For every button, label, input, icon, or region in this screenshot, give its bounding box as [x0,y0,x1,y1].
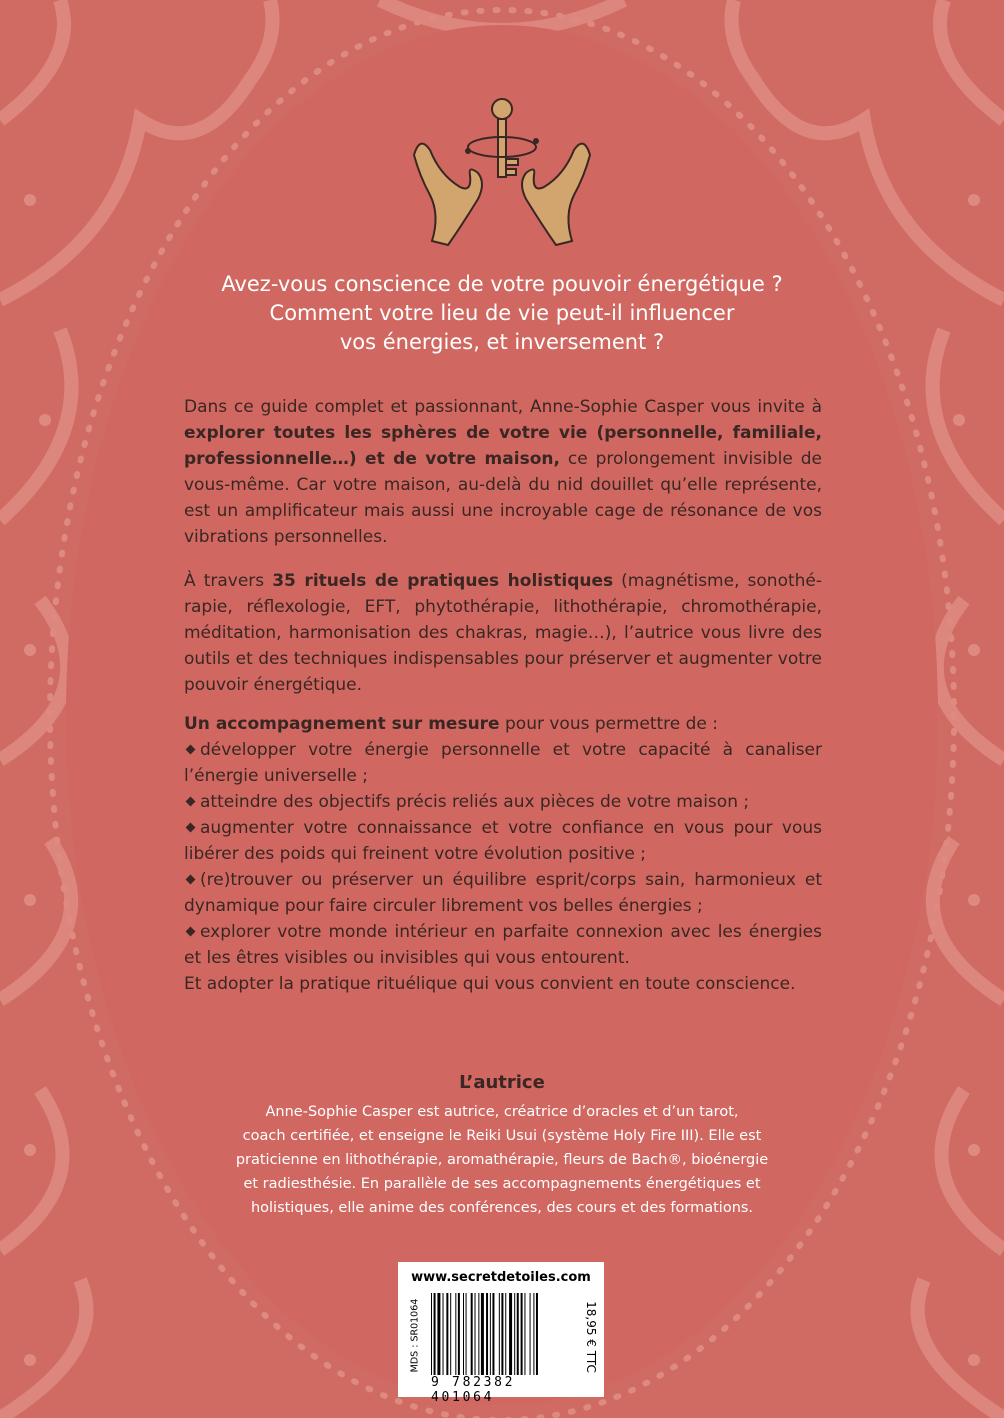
diamond-bullet-icon [186,874,196,884]
list-item [184,737,822,789]
author-bio-line: coach certifiée, et enseigne le Reiki Usui (système Holy Fire III). Elle est [242,1128,762,1144]
intro-line: Avez-vous conscience de votre pouvoir énergétique ? [221,272,783,296]
author-bio-line: Anne-Sophie Casper est autrice, créatrice d’oracles et d’un tarot, [265,1104,739,1120]
list-item [184,867,822,919]
text-run: Dans ce guide complet et passionnant, Anne-Sophie Casper vous invite à [184,397,822,417]
text-run: ce prolongement invisible de vous-même. Car votre maison, au-delà du nid douillet qu’elle représente, est un amplificateur mais aussi une incroyable cage de résonance de vos vibrations personnelles. [184,449,822,547]
list-item [184,789,822,815]
bold-run: 35 rituels de pratiques holistiques [272,571,614,591]
list-item [184,919,822,971]
text-run: À travers [184,571,273,591]
list-item-text: développer votre énergie personnelle et votre capacité à canaliser l’énergie universelle ; [184,740,822,786]
list-item-text: (re)trouver ou préserver un équilibre esprit/corps sain, harmonieux et dynamique pour faire circuler librement vos belles énergies ; [184,870,822,916]
hands-holding-key-icon [400,95,604,255]
author-bio-line: praticienne en lithothérapie, aromathérapie, fleurs de Bach®, bioénergie [235,1152,769,1168]
list-item-text: augmenter votre connaissance et votre confiance en vous pour vous libérer des poids qui freinent votre évolution positive ; [184,818,822,864]
list-item-text: atteindre des objectifs précis reliés aux pièces de votre maison ; [200,792,750,812]
description-paragraph-1 [184,394,822,550]
description-paragraph-2 [184,568,822,698]
intro-questions [120,270,884,357]
barcode-bars [431,1293,571,1375]
product-reference-text: MDS : SR01064 [409,1298,421,1373]
diamond-bullet-icon [186,796,196,806]
author-bio [200,1100,804,1220]
bold-run: explorer toutes les sphères de votre vie (personnelle, familiale, professionnelle…) et de votre maison, [184,423,822,469]
closing-line: Et adopter la pratique rituélique qui vous convient en toute conscience. [184,974,796,994]
product-reference [409,1292,421,1382]
price-label [584,1292,598,1382]
diamond-bullet-icon [186,744,196,754]
barcode-panel [398,1262,604,1405]
intro-line: vos énergies, et inversement ? [339,330,665,354]
intro-line: Comment votre lieu de vie peut-il influencer [269,301,735,325]
benefits-list [184,711,822,997]
benefits-intro [184,711,822,737]
list-item-text: explorer votre monde intérieur en parfaite connexion avec les énergies et les êtres visibles ou invisibles qui vous entourent. [184,922,822,968]
publisher-website[interactable]: www.secretdetoiles.com [411,1270,591,1285]
author-bio-line: holistiques, elle anime des conférences, des cours et des formations. [250,1200,754,1216]
diamond-bullet-icon [186,822,196,832]
diamond-bullet-icon [186,926,196,936]
text-run: pour vous permettre de : [499,714,719,734]
author-heading: L’autrice [459,1072,545,1093]
author-bio-line: et radiesthésie. En parallèle de ses accompagnements énergétiques et [243,1176,761,1192]
list-item [184,815,822,867]
text-run: (magnétisme, sonothé-rapie, réflexologie, EFT, phytothérapie, lithothérapie, chromothérapie, méditation, harmonisation des chakras, magie…), l’autrice vous livre des outils et des techniques indispensables pour préserver et augmenter votre pouvoir énergétique. [184,571,823,695]
isbn-number: 9 782382 401064 [431,1375,516,1405]
bold-run: Un accompagnement sur mesure [184,714,500,734]
price-text: 18,95 € TTC [584,1301,598,1373]
